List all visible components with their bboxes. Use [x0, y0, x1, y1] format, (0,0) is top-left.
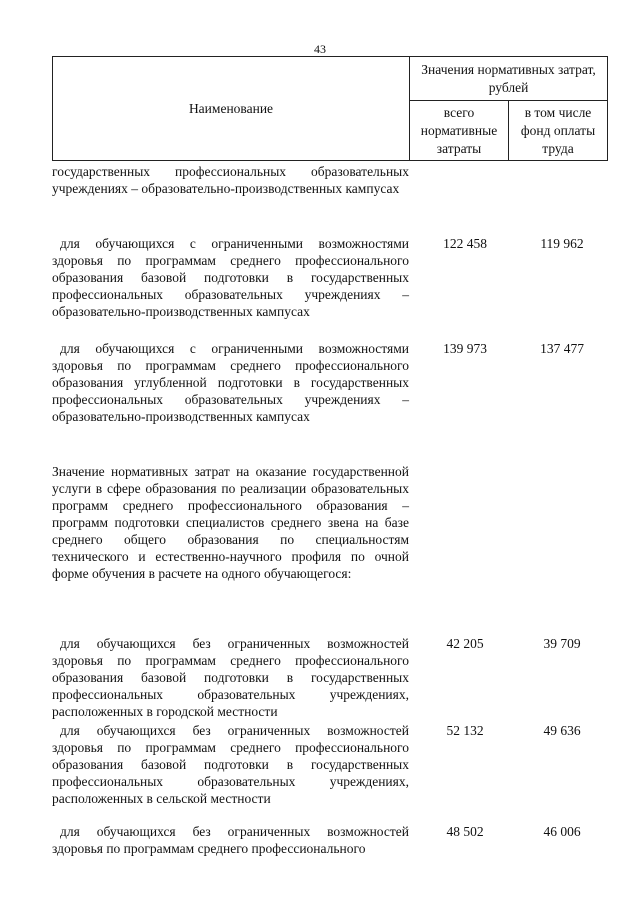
- row-payroll-value: 49 636: [543, 723, 581, 738]
- page-number: 43: [314, 42, 326, 56]
- row-total-value: 122 458: [443, 236, 487, 251]
- row-description: для обучающихся без ограниченных возможностей здоровья по программам среднего профессионального образования базовой подготовки в государственных профессиональных образовательных учреждениях, расположенных в сельской местности: [52, 723, 409, 806]
- row-total-value: 52 132: [446, 723, 484, 738]
- row-payroll-value: 137 477: [540, 341, 584, 356]
- row-total-value: 48 502: [446, 824, 484, 839]
- row-payroll-value: 46 006: [543, 824, 581, 839]
- row-description: для обучающихся с ограниченными возможностями здоровья по программам среднего профессионального образования базовой подготовки в государственных профессиональных образовательных учреждениях – образовательно-производственных кампусах: [52, 236, 409, 319]
- column-header-total: всего нормативные затраты: [410, 101, 509, 161]
- row-description: для обучающихся с ограниченными возможностями здоровья по программам среднего профессионального образования углубленной подготовки в государственных профессиональных образовательных учреждениях – образовательно-производственных кампусах: [52, 341, 409, 424]
- row-description: Значение нормативных затрат на оказание государственной услуги в сфере образования по реализации образовательных программ среднего профессионального образования – программ подготовки специалистов среднего звена на базе среднего общего образования по специальностям технического и естественно-научного профиля по очной форме обучения в расчете на одного обучающегося:: [52, 464, 409, 581]
- row-total-value: 42 205: [446, 636, 484, 651]
- column-header-payroll: в том числе фонд оплаты труда: [509, 101, 608, 161]
- row-payroll-value: 39 709: [543, 636, 581, 651]
- table-header: [52, 56, 608, 161]
- column-header-name: Наименование: [53, 57, 410, 161]
- row-total-value: 139 973: [443, 341, 487, 356]
- column-group-header-values: Значения нормативных затрат, рублей: [410, 57, 608, 101]
- row-description: для обучающихся без ограниченных возможностей здоровья по программам среднего профессионального: [52, 824, 409, 856]
- row-payroll-value: 119 962: [540, 236, 584, 251]
- row-description: для обучающихся без ограниченных возможностей здоровья по программам среднего профессионального образования базовой подготовки в государственных профессиональных образовательных учреждениях, расположенных в городской местности: [52, 636, 409, 719]
- row-description: государственных профессиональных образовательных учреждениях – образовательно-производственных кампусах: [52, 164, 409, 196]
